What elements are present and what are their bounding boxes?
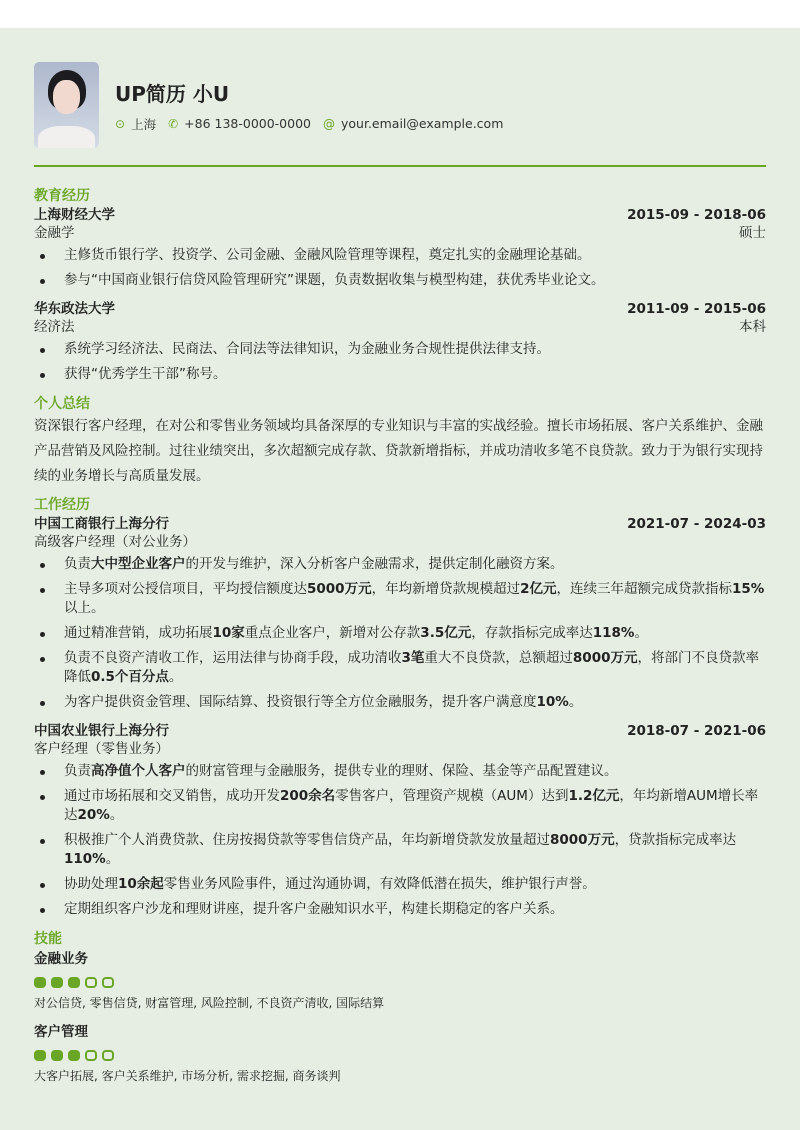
skill-level-rating xyxy=(34,977,766,988)
bullet-text: 获得“优秀学生干部”称号。 xyxy=(64,366,227,382)
filled-dot-icon xyxy=(68,977,80,988)
bullet-text: 的财富管理与金融服务，提供专业的理财、保险、基金等产品配置建议。 xyxy=(185,763,618,779)
profile-photo xyxy=(34,62,99,148)
major: 经济法 xyxy=(34,319,75,335)
empty-dot-icon xyxy=(102,1050,114,1061)
highlight-text: 高净值个人客户 xyxy=(91,763,186,779)
bullet-text: 系统学习经济法、民商法、合同法等法律知识，为金融业务合规性提供法律支持。 xyxy=(64,341,550,357)
bullet-text: ，年均新增AUM增长率达 xyxy=(64,788,759,823)
header-divider xyxy=(34,165,766,167)
list-item xyxy=(34,580,766,618)
filled-dot-icon xyxy=(51,977,63,988)
skill-name: 客户管理 xyxy=(34,1024,88,1040)
bullet-text: 。 xyxy=(634,625,648,641)
entry-subheader xyxy=(34,740,766,758)
bullet-text: ，贷款指标完成率达 xyxy=(614,832,737,848)
filled-dot-icon xyxy=(68,1050,80,1061)
bullet-list xyxy=(34,246,766,290)
bullet-text: 零售客户，管理资产规模（AUM）达到 xyxy=(335,788,569,804)
email-icon: @ xyxy=(323,116,335,131)
major: 金融学 xyxy=(34,225,75,241)
skill-keywords: 大客户拓展, 客户关系维护, 市场分析, 需求挖掘, 商务谈判 xyxy=(34,1069,341,1083)
highlight-text: 8000万元 xyxy=(550,832,615,848)
bullet-text: 以上。 xyxy=(64,600,105,616)
summary-text: 资深银行客户经理，在对公和零售业务领域均具备深厚的专业知识与丰富的实战经验。擅长市场拓展、客户关系维护、金融产品营销及风险控制。过往业绩突出，多次超额完成存款、贷款新增指标，并成功清收多笔不良贷款。致力于为银行实现持续的业务增长与高质量发展。 xyxy=(34,418,763,484)
bullet-text: 重大不良贷款，总额超过 xyxy=(424,650,573,666)
highlight-text: 10家 xyxy=(212,625,245,641)
empty-dot-icon xyxy=(85,977,97,988)
bullet-text: ，年均新增贷款规模超过 xyxy=(371,581,521,597)
date-range: 2011-09 - 2015-06 xyxy=(627,301,766,317)
bullet-text: 负责 xyxy=(64,763,91,779)
company-name: 中国工商银行上海分行 xyxy=(34,516,169,532)
bullet-text: 的开发与维护，深入分析客户金融需求，提供定制化融资方案。 xyxy=(185,556,564,572)
job-role: 高级客户经理（对公业务） xyxy=(34,534,196,550)
highlight-text: 110% xyxy=(64,851,106,867)
highlight-text: 10% xyxy=(536,694,569,710)
list-item xyxy=(34,624,766,643)
location-pin-icon: ⊙ xyxy=(115,116,126,131)
highlight-text: 0.5个百分点 xyxy=(91,669,169,685)
education-entry xyxy=(34,300,766,384)
bullet-list xyxy=(34,762,766,919)
entry-subheader xyxy=(34,318,766,336)
resume-header xyxy=(34,62,515,148)
highlight-text: 3笔 xyxy=(401,650,425,666)
bullet-text: 积极推广个人消费贷款、住房按揭贷款等零售信贷产品，年均新增贷款发放量超过 xyxy=(64,832,550,848)
bullet-text: ，存款指标完成率达 xyxy=(471,625,593,641)
highlight-text: 10余起 xyxy=(118,876,164,892)
bullet-text: 定期组织客户沙龙和理财讲座，提升客户金融知识水平，构建长期稳定的客户关系。 xyxy=(64,901,564,917)
bullet-text: 。 xyxy=(568,694,583,710)
highlight-text: 大中型企业客户 xyxy=(91,556,186,572)
location: 上海 xyxy=(131,116,157,132)
entry-subheader xyxy=(34,533,766,551)
bullet-text: ，将部门不良贷款率降低 xyxy=(64,650,759,685)
entry-header xyxy=(34,515,766,533)
job-role: 客户经理（零售业务） xyxy=(34,741,169,757)
bullet-list xyxy=(34,340,766,384)
bullet-text: 。 xyxy=(109,807,124,823)
list-item xyxy=(34,365,766,384)
filled-dot-icon xyxy=(51,1050,63,1061)
bullet-text: 为客户提供资金管理、国际结算、投资银行等全方位金融服务，提升客户满意度 xyxy=(64,694,537,710)
filled-dot-icon xyxy=(34,977,46,988)
phone-icon: ✆ xyxy=(168,116,179,131)
bullet-text: 主导多项对公授信项目，平均授信额度达 xyxy=(64,581,307,597)
highlight-text: 15% xyxy=(731,581,765,597)
date-range: 2021-07 - 2024-03 xyxy=(627,516,766,532)
email: your.email@example.com xyxy=(341,116,504,131)
entry-header xyxy=(34,300,766,318)
entry-header xyxy=(34,206,766,224)
empty-dot-icon xyxy=(85,1050,97,1061)
list-item xyxy=(34,271,766,290)
bullet-text: 。 xyxy=(105,851,120,867)
bullet-text: 重点企业客户，新增对公存款 xyxy=(244,625,421,641)
bullet-text: 零售业务风险事件，通过沟通协调，有效降低潜在损失，维护银行声誉。 xyxy=(163,876,596,892)
bullet-text: 。 xyxy=(168,669,183,685)
highlight-text: 200余名 xyxy=(280,788,336,804)
bullet-text: 协助处理 xyxy=(64,876,118,892)
phone: +86 138-0000-0000 xyxy=(184,116,311,131)
list-item xyxy=(34,762,766,781)
skill-level-rating xyxy=(34,1050,766,1061)
date-range: 2015-09 - 2018-06 xyxy=(627,207,766,223)
list-item xyxy=(34,875,766,894)
education-entry xyxy=(34,206,766,290)
list-item xyxy=(34,246,766,265)
bullet-text: 参与“中国商业银行信贷风险管理研究”课题，负责数据收集与模型构建，获优秀毕业论文。 xyxy=(64,272,605,288)
filled-dot-icon xyxy=(34,1050,46,1061)
empty-dot-icon xyxy=(102,977,114,988)
list-item xyxy=(34,831,766,869)
highlight-text: 20% xyxy=(77,807,110,823)
highlight-text: 8000万元 xyxy=(572,650,638,666)
company-name: 中国农业银行上海分行 xyxy=(34,723,169,739)
resume-content xyxy=(34,180,766,1095)
list-item xyxy=(34,693,766,712)
section-title-summary: 个人总结 xyxy=(34,396,90,412)
highlight-text: 118% xyxy=(592,625,635,641)
list-item xyxy=(34,787,766,825)
work-entry xyxy=(34,515,766,712)
bullet-text: 负责 xyxy=(64,556,91,572)
bullet-text: 负责不良资产清收工作，运用法律与协商手段，成功清收 xyxy=(64,650,402,666)
list-item xyxy=(34,340,766,359)
bullet-text: 通过精准营销，成功拓展 xyxy=(64,625,213,641)
resume-page xyxy=(0,28,800,1130)
list-item xyxy=(34,649,766,687)
date-range: 2018-07 - 2021-06 xyxy=(627,723,766,739)
list-item xyxy=(34,555,766,574)
highlight-text: 2亿元 xyxy=(520,581,557,597)
highlight-text: 3.5亿元 xyxy=(420,625,472,641)
bullet-text: 主修货币银行学、投资学、公司金融、金融风险管理等课程，奠定扎实的金融理论基础。 xyxy=(64,247,591,263)
bullet-text: ，连续三年超额完成贷款指标 xyxy=(556,581,732,597)
section-title-skills: 技能 xyxy=(34,931,62,947)
highlight-text: 5000万元 xyxy=(307,581,372,597)
candidate-name: UP简历 小U xyxy=(115,81,230,106)
school-name: 华东政法大学 xyxy=(34,301,115,317)
skill-name: 金融业务 xyxy=(34,951,88,967)
school-name: 上海财经大学 xyxy=(34,207,115,223)
list-item xyxy=(34,900,766,919)
skill-keywords: 对公信贷, 零售信贷, 财富管理, 风险控制, 不良资产清收, 国际结算 xyxy=(34,996,385,1010)
entry-header xyxy=(34,722,766,740)
bullet-list xyxy=(34,555,766,712)
highlight-text: 1.2亿元 xyxy=(568,788,620,804)
entry-subheader xyxy=(34,224,766,242)
degree: 硕士 xyxy=(739,225,766,241)
section-title-work: 工作经历 xyxy=(34,497,90,513)
bullet-text: 通过市场拓展和交叉销售，成功开发 xyxy=(64,788,280,804)
degree: 本科 xyxy=(739,319,766,335)
work-entry xyxy=(34,722,766,919)
section-title-education: 教育经历 xyxy=(34,188,90,204)
